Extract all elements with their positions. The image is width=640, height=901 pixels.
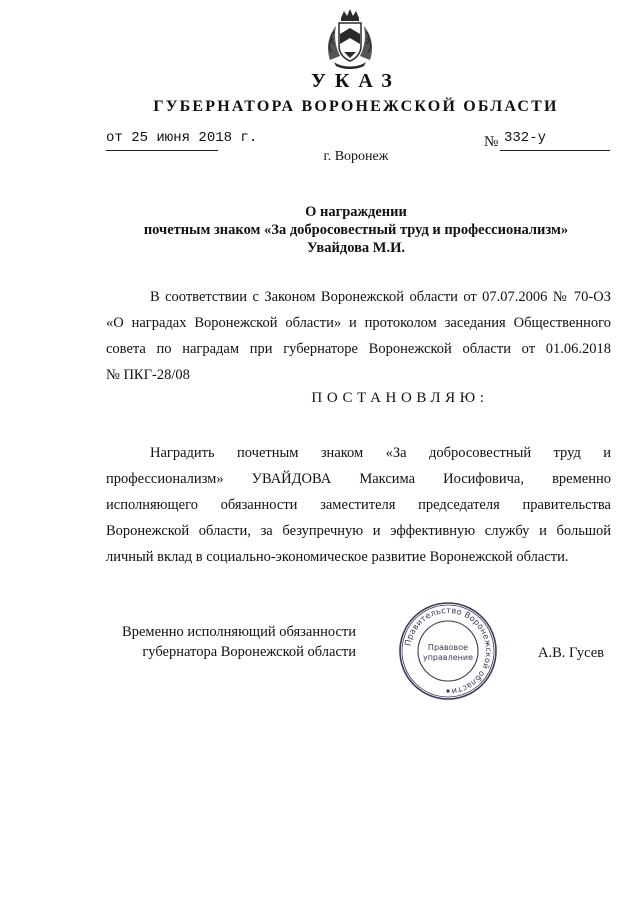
- seal-center-line-1: Правовое: [427, 643, 469, 652]
- preamble-line-4: № ПКГ-28/08: [106, 367, 190, 383]
- preamble-line-2: «О наградах Воронежской области» и протоколом заседания Общественного: [106, 315, 611, 331]
- document-issuer: ГУБЕРНАТОРА ВОРОНЕЖСКОЙ ОБЛАСТИ: [153, 98, 559, 115]
- preamble-paragraph: [106, 284, 611, 388]
- position-line-1: Временно исполняющий обязанности: [122, 624, 356, 640]
- order-line-4: Воронежской области, за безупречную и эффективную службу и большой: [106, 523, 611, 539]
- signatory-name: А.В. Гусев: [538, 645, 604, 661]
- position-line-2: губернатора Воронежской области: [142, 644, 356, 660]
- decree-subject: [0, 203, 640, 257]
- signatory-position: [106, 622, 356, 662]
- order-paragraph: [106, 440, 611, 570]
- order-line-3: исполняющего обязанности заместителя председателя правительства: [106, 497, 611, 513]
- seal-ring-text: Правительство Воронежской области: [402, 604, 495, 697]
- document-date: от 25 июня 2018 г.: [106, 130, 258, 146]
- preamble-line-1: В соответствии с Законом Воронежской области от 07.07.2006 № 70-ОЗ: [150, 289, 611, 305]
- subject-line-2: почетным знаком «За добросовестный труд и профессионализм»: [143, 222, 569, 238]
- seal-center-line-2: управление: [422, 653, 474, 662]
- order-line-5: личный вклад в социально-экономическое развитие Воронежской области.: [106, 549, 569, 565]
- seal-stamp: [396, 599, 500, 703]
- order-line-2: профессионализм» УВАЙДОВА Максима Иосифовича, временно: [106, 471, 611, 487]
- subject-line-3: Увайдова М.И.: [306, 240, 406, 256]
- document-title: УКАЗ: [311, 70, 401, 92]
- preamble-line-3: совета по наградам при губернаторе Воронежской области от 01.06.2018: [106, 341, 611, 357]
- document-number: 332-у: [504, 130, 547, 146]
- seal-star-icon: [446, 689, 449, 692]
- subject-line-1: О награждении: [305, 204, 407, 220]
- order-line-1: Наградить почетным знаком «За добросовестный труд и: [150, 445, 611, 461]
- decree-word: ПОСТАНОВЛЯЮ:: [311, 390, 489, 406]
- number-label: №: [484, 134, 499, 150]
- document-city: г. Воронеж: [323, 149, 389, 164]
- coat-of-arms-icon: [324, 8, 376, 70]
